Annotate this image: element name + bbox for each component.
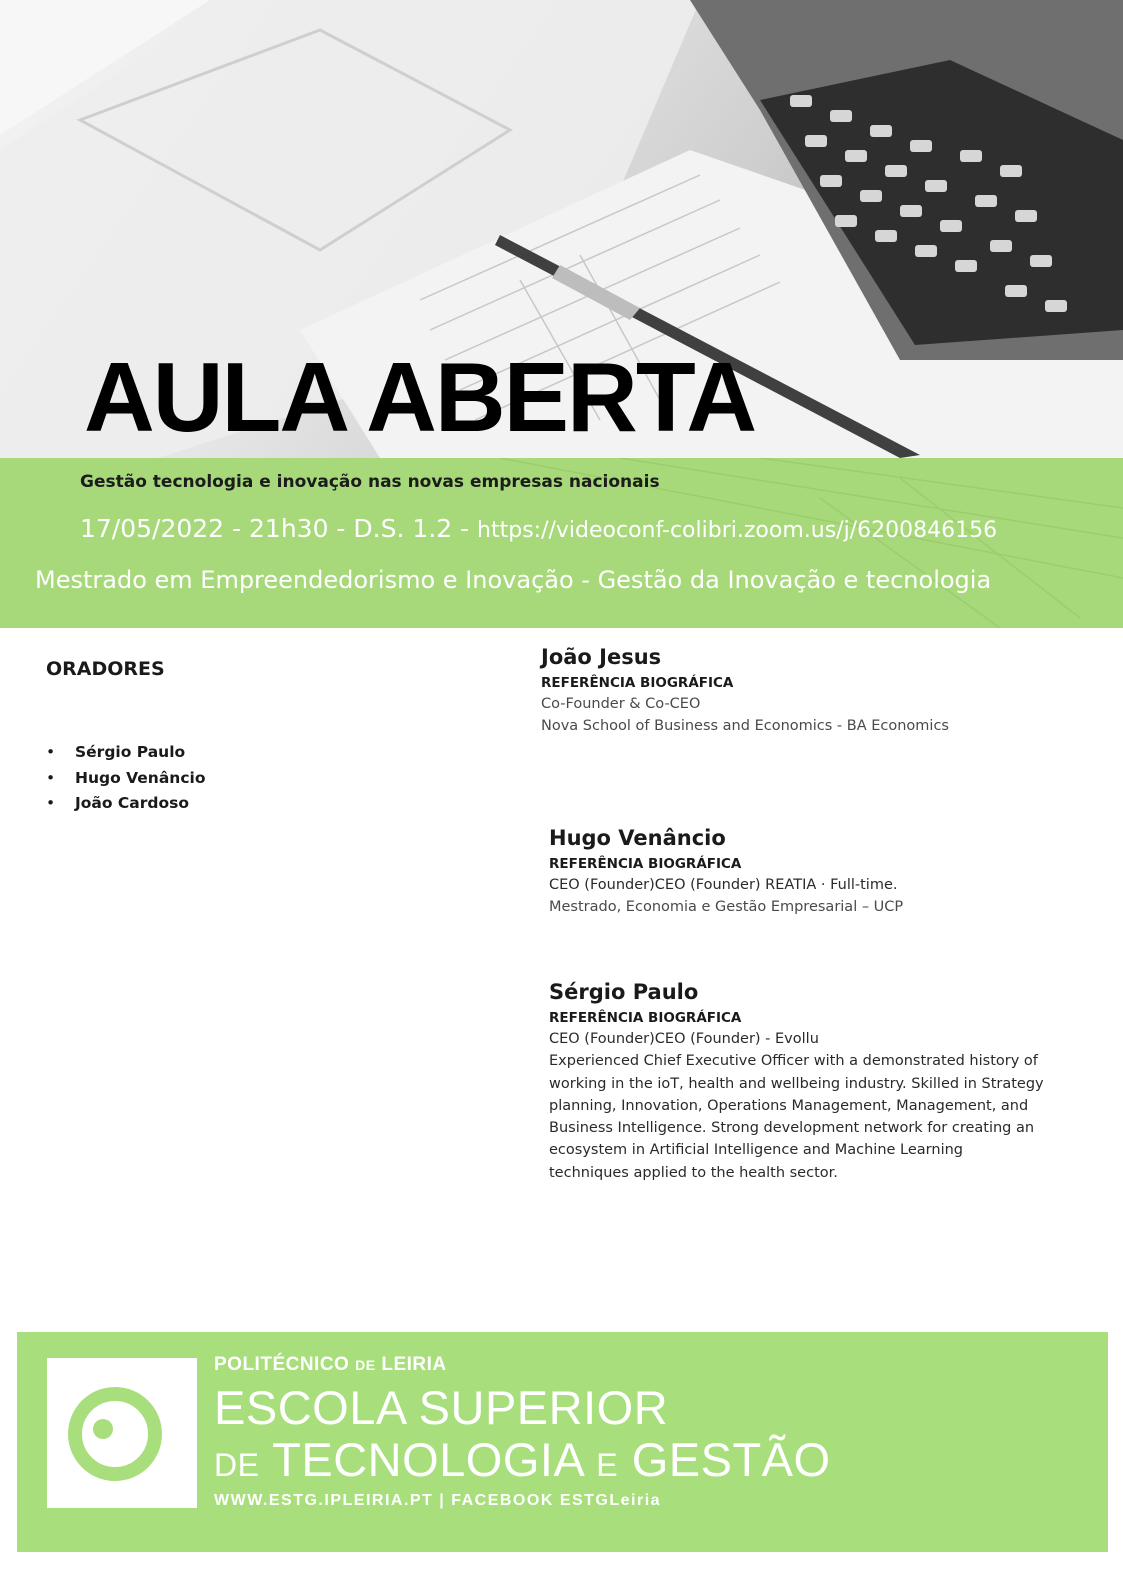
bio-line: Mestrado, Economia e Gestão Empresarial – UCP bbox=[549, 899, 904, 916]
list-item: • Hugo Venâncio bbox=[46, 766, 206, 792]
bio-sergio-paulo bbox=[549, 978, 1069, 1184]
eye-logo-icon bbox=[47, 1358, 197, 1508]
event-subtitle: Gestão tecnologia e inovação nas novas empresas nacionais bbox=[80, 472, 660, 492]
bio-line: Co-Founder & Co-CEO bbox=[541, 696, 701, 712]
hero-photo bbox=[0, 0, 1123, 458]
bio-name: Sérgio Paulo bbox=[549, 980, 699, 1004]
event-date-time: 17/05/2022 - 21h30 - D.S. 1.2 - bbox=[80, 514, 478, 543]
institution-name: POLITÉCNICO DE LEIRIA bbox=[214, 1354, 447, 1375]
bio-paragraph-line: Experienced Chief Executive Officer with a demonstrated history of bbox=[549, 1053, 1038, 1070]
speakers-list bbox=[46, 740, 206, 817]
school-logo bbox=[47, 1358, 197, 1508]
bio-paragraph-line: techniques applied to the health sector. bbox=[549, 1164, 838, 1181]
bio-ref-label: REFERÊNCIA BIOGRÁFICA bbox=[549, 856, 742, 872]
bio-ref-label: REFERÊNCIA BIOGRÁFICA bbox=[549, 1010, 742, 1026]
bio-paragraph-line: Business Intelligence. Strong development network for creating an bbox=[549, 1120, 1035, 1137]
bio-hugo-venancio bbox=[549, 824, 1069, 919]
bio-ref-label: REFERÊNCIA BIOGRÁFICA bbox=[541, 675, 734, 691]
school-name-line2: DE TECNOLOGIA E GESTÃO bbox=[214, 1433, 831, 1486]
speakers-heading: ORADORES bbox=[46, 658, 165, 680]
zoom-link[interactable]: https://videoconf-colibri.zoom.us/j/6200846156 bbox=[477, 518, 998, 543]
school-web-links[interactable]: WWW.ESTG.IPLEIRIA.PT | FACEBOOK ESTGLeiria bbox=[214, 1492, 662, 1509]
event-date-time-room bbox=[80, 514, 997, 543]
school-name-line1: ESCOLA SUPERIOR bbox=[214, 1381, 669, 1434]
bio-name: Hugo Venâncio bbox=[549, 826, 726, 850]
footer-banner bbox=[17, 1332, 1108, 1552]
bio-name: João Jesus bbox=[541, 645, 662, 669]
bio-paragraph-line: planning, Innovation, Operations Management, Management, and bbox=[549, 1097, 1029, 1114]
bio-line: CEO (Founder)CEO (Founder) REATIA · Full-time. bbox=[549, 877, 898, 893]
list-item: • Sérgio Paulo bbox=[46, 740, 206, 766]
program-name: Mestrado em Empreendedorismo e Inovação - Gestão da Inovação e tecnologia bbox=[35, 566, 992, 594]
event-info-band bbox=[0, 458, 1123, 628]
bio-line: Nova School of Business and Economics - BA Economics bbox=[541, 718, 949, 735]
page-title: AULA ABERTA bbox=[84, 342, 756, 452]
bio-paragraph-line: ecosystem in Artificial Intelligence and Machine Learning bbox=[549, 1142, 963, 1159]
bio-line: CEO (Founder)CEO (Founder) - Evollu bbox=[549, 1031, 819, 1047]
bio-paragraph-line: working in the ioT, health and wellbeing industry. Skilled in Strategy bbox=[549, 1075, 1044, 1092]
bio-joao-jesus bbox=[541, 643, 1061, 738]
list-item: • João Cardoso bbox=[46, 791, 206, 817]
